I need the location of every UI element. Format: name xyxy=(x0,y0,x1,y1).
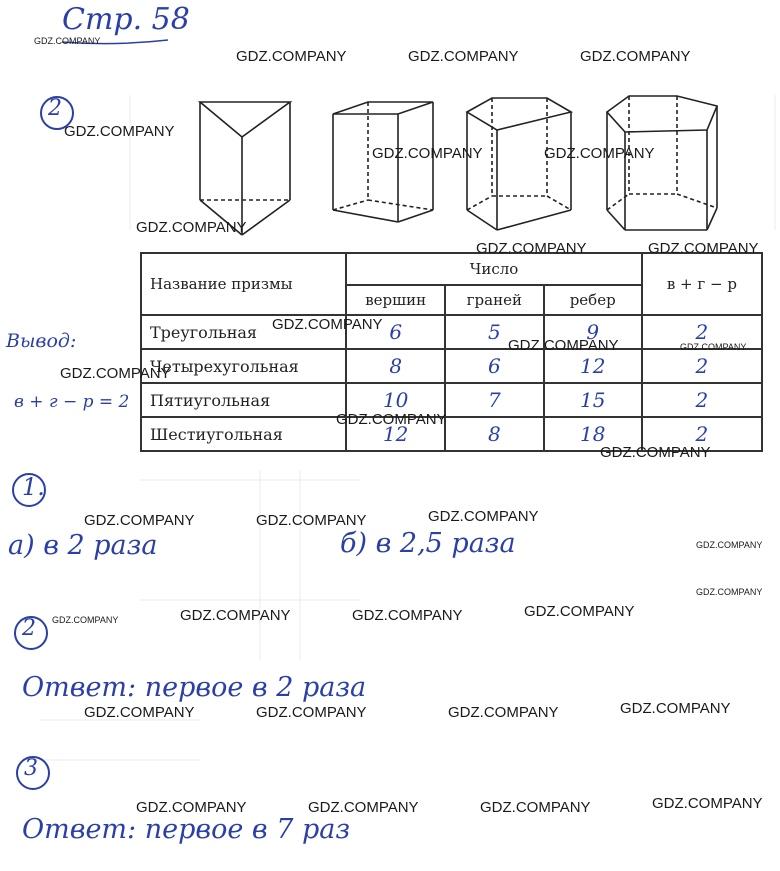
watermark: GDZ.COMPANY xyxy=(428,508,539,525)
watermark: GDZ.COMPANY xyxy=(52,615,119,625)
task1-number: 1. xyxy=(22,473,45,501)
watermark: GDZ.COMPANY xyxy=(64,123,175,140)
row-result: 2 xyxy=(642,383,762,417)
watermark: GDZ.COMPANY xyxy=(480,799,591,816)
row-faces: 5 xyxy=(445,315,544,349)
quadrilateral-prism xyxy=(333,102,433,222)
row-name: Пятиугольная xyxy=(141,383,346,417)
watermark: GDZ.COMPANY xyxy=(236,48,347,65)
watermark: GDZ.COMPANY xyxy=(696,540,763,550)
row-name: Шестиугольная xyxy=(141,417,346,451)
watermark: GDZ.COMPANY xyxy=(476,240,587,257)
watermark: GDZ.COMPANY xyxy=(580,48,691,65)
row-vertices: 8 xyxy=(346,349,445,383)
header-count: Число xyxy=(346,253,641,285)
watermark: GDZ.COMPANY xyxy=(34,36,101,46)
row-name: Треугольная xyxy=(141,315,346,349)
row-result: 2 xyxy=(642,349,762,383)
conclusion-label: Вывод: xyxy=(6,330,77,352)
task3-answer: Ответ: первое в 7 раз xyxy=(22,814,351,845)
task-number: 2 xyxy=(48,96,62,121)
row-faces: 6 xyxy=(445,349,544,383)
header-faces: граней xyxy=(445,285,544,315)
watermark: GDZ.COMPANY xyxy=(448,704,559,721)
prism-table xyxy=(140,252,763,452)
task3-number: 3 xyxy=(24,756,38,781)
watermark: GDZ.COMPANY xyxy=(696,587,763,597)
watermark: GDZ.COMPANY xyxy=(256,512,367,529)
header-formula: в + г − р xyxy=(642,253,762,315)
watermark: GDZ.COMPANY xyxy=(308,799,419,816)
watermark: GDZ.COMPANY xyxy=(372,145,483,162)
watermark: GDZ.COMPANY xyxy=(136,799,247,816)
watermark: GDZ.COMPANY xyxy=(336,411,447,428)
row-vertices: 10 xyxy=(346,383,445,417)
page-label: Стр. 58 xyxy=(62,2,190,37)
watermark: GDZ.COMPANY xyxy=(620,700,731,717)
header-edges: ребер xyxy=(544,285,642,315)
triangular-prism xyxy=(200,102,290,235)
watermark: GDZ.COMPANY xyxy=(352,607,463,624)
row-result: 2 xyxy=(642,315,762,349)
row-faces: 7 xyxy=(445,383,544,417)
row-edges: 18 xyxy=(544,417,642,451)
task1-answer-b: б) в 2,5 раза xyxy=(340,528,516,559)
watermark: GDZ.COMPANY xyxy=(600,444,711,461)
watermark: GDZ.COMPANY xyxy=(652,795,763,812)
row-edges: 12 xyxy=(544,349,642,383)
prism-drawings xyxy=(195,92,755,242)
hexagonal-prism xyxy=(607,96,717,230)
watermark: GDZ.COMPANY xyxy=(680,342,747,352)
table-row xyxy=(141,315,762,349)
watermark: GDZ.COMPANY xyxy=(544,145,655,162)
row-name: Четырехугольная xyxy=(141,349,346,383)
header-vertices: вершин xyxy=(346,285,445,315)
row-edges: 9 xyxy=(544,315,642,349)
watermark: GDZ.COMPANY xyxy=(648,240,759,257)
watermark: GDZ.COMPANY xyxy=(408,48,519,65)
task2-answer: Ответ: первое в 2 раза xyxy=(22,672,367,703)
row-edges: 15 xyxy=(544,383,642,417)
watermark: GDZ.COMPANY xyxy=(272,316,383,333)
conclusion-formula: в + г − р = 2 xyxy=(14,392,130,412)
row-faces: 8 xyxy=(445,417,544,451)
row-vertices: 6 xyxy=(346,315,445,349)
row-result: 2 xyxy=(642,417,762,451)
watermark: GDZ.COMPANY xyxy=(60,365,171,382)
table-row xyxy=(141,349,762,383)
watermark: GDZ.COMPANY xyxy=(508,337,619,354)
task1-answer-a: а) в 2 раза xyxy=(8,530,158,561)
pentagonal-prism xyxy=(467,98,571,230)
watermark: GDZ.COMPANY xyxy=(180,607,291,624)
watermark: GDZ.COMPANY xyxy=(256,704,367,721)
watermark: GDZ.COMPANY xyxy=(136,219,247,236)
task2-number: 2 xyxy=(22,616,36,641)
watermark: GDZ.COMPANY xyxy=(524,603,635,620)
table-row xyxy=(141,383,762,417)
watermark: GDZ.COMPANY xyxy=(84,512,195,529)
header-prism-name: Название призмы xyxy=(141,253,346,315)
watermark: GDZ.COMPANY xyxy=(84,704,195,721)
row-vertices: 12 xyxy=(346,417,445,451)
